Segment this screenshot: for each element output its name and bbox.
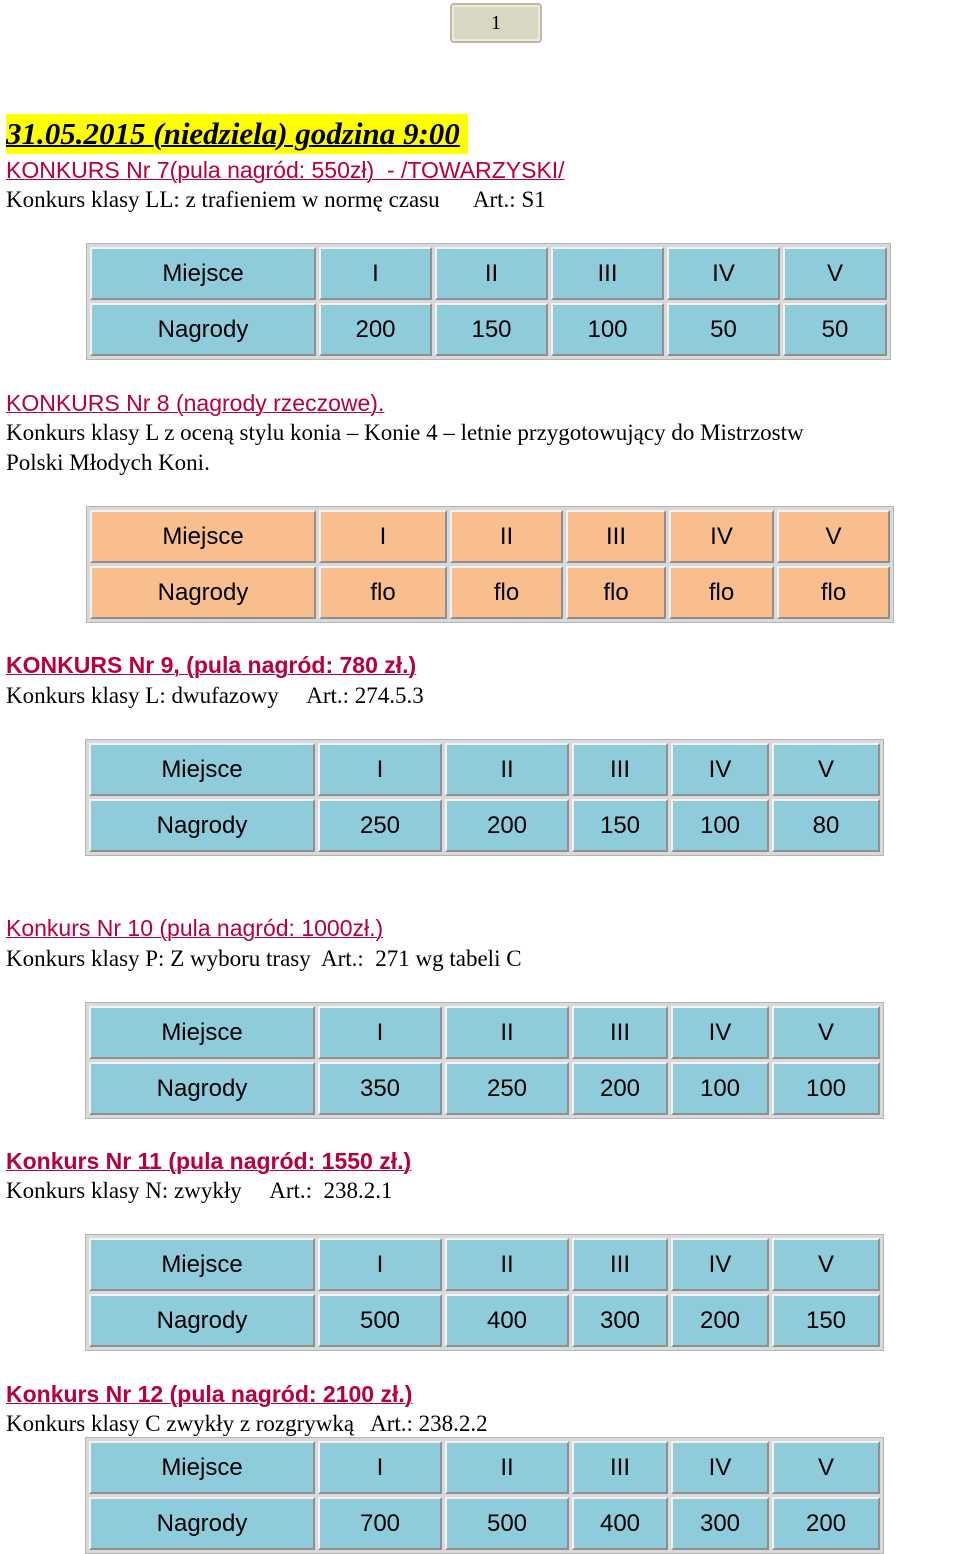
prize-3: flo — [566, 566, 666, 619]
place-3: III — [572, 1441, 668, 1494]
place-5: V — [772, 1006, 880, 1059]
place-2: II — [450, 510, 563, 563]
place-2: II — [445, 743, 569, 796]
place-1: I — [319, 510, 447, 563]
prize-2: 500 — [445, 1497, 569, 1550]
place-4: IV — [671, 743, 769, 796]
place-2: II — [445, 1441, 569, 1494]
place-2: II — [445, 1006, 569, 1059]
prize-2: 200 — [445, 799, 569, 852]
competition-12-title: Konkurs Nr 12 (pula nagród: 2100 zł.) — [6, 1381, 413, 1407]
prize-5: 150 — [772, 1294, 880, 1347]
date-heading: 31.05.2015 (niedziela) godzina 9:00 — [6, 114, 468, 154]
prize-1: 700 — [318, 1497, 442, 1550]
competition-11-prize-table — [85, 1234, 884, 1351]
competition-12-prize-table — [85, 1437, 884, 1554]
places-label: Miejsce — [89, 743, 315, 796]
place-4: IV — [671, 1006, 769, 1059]
place-3: III — [572, 1006, 668, 1059]
competition-10-prize-table — [85, 1002, 884, 1119]
prize-4: 200 — [671, 1294, 769, 1347]
prize-4: 100 — [671, 799, 769, 852]
competition-7-prize-table — [86, 243, 891, 360]
competition-8-title: KONKURS Nr 8 (nagrody rzeczowe). — [6, 390, 385, 416]
competition-9-desc: Konkurs klasy L: dwufazowy Art.: 274.5.3 — [6, 683, 424, 708]
prize-1: 350 — [318, 1062, 442, 1115]
places-label: Miejsce — [89, 1006, 315, 1059]
place-3: III — [572, 743, 668, 796]
place-1: I — [318, 1441, 442, 1494]
competition-8-prize-table — [86, 506, 894, 623]
prize-3: 400 — [572, 1497, 668, 1550]
place-4: IV — [669, 510, 774, 563]
prize-2: flo — [450, 566, 563, 619]
prize-2: 250 — [445, 1062, 569, 1115]
place-3: III — [566, 510, 666, 563]
prize-4: 100 — [671, 1062, 769, 1115]
prize-1: 250 — [318, 799, 442, 852]
place-5: V — [777, 510, 890, 563]
prize-5: 80 — [772, 799, 880, 852]
prize-4: 300 — [671, 1497, 769, 1550]
place-1: I — [318, 1238, 442, 1291]
place-3: III — [551, 247, 664, 300]
prizes-label: Nagrody — [89, 799, 315, 852]
prize-3: 100 — [551, 303, 664, 356]
places-label: Miejsce — [90, 510, 316, 563]
prizes-label: Nagrody — [89, 1497, 315, 1550]
places-label: Miejsce — [89, 1238, 315, 1291]
prize-1: flo — [319, 566, 447, 619]
place-5: V — [772, 1441, 880, 1494]
prize-1: 500 — [318, 1294, 442, 1347]
competition-7-title: KONKURS Nr 7(pula nagród: 550zł) - /TOWARZYSKI/ — [6, 157, 565, 183]
prizes-label: Nagrody — [90, 303, 316, 356]
prize-2: 150 — [435, 303, 548, 356]
prize-5: 50 — [783, 303, 887, 356]
prizes-label: Nagrody — [89, 1294, 315, 1347]
competition-7-desc: Konkurs klasy LL: z trafieniem w normę czasu Art.: S1 — [6, 187, 546, 212]
competition-8-desc-line-2: Polski Młodych Koni. — [6, 450, 210, 475]
prize-5: 200 — [772, 1497, 880, 1550]
competition-10-desc: Konkurs klasy P: Z wyboru trasy Art.: 271 wg tabeli C — [6, 946, 522, 971]
place-2: II — [445, 1238, 569, 1291]
place-5: V — [783, 247, 887, 300]
prize-2: 400 — [445, 1294, 569, 1347]
competition-11-title: Konkurs Nr 11 (pula nagród: 1550 zł.) — [6, 1148, 412, 1174]
place-1: I — [318, 743, 442, 796]
prize-5: flo — [777, 566, 890, 619]
prize-3: 150 — [572, 799, 668, 852]
prize-3: 200 — [572, 1062, 668, 1115]
prize-4: 50 — [667, 303, 780, 356]
place-4: IV — [671, 1441, 769, 1494]
place-4: IV — [671, 1238, 769, 1291]
place-3: III — [572, 1238, 668, 1291]
competition-9-prize-table — [85, 739, 884, 856]
places-label: Miejsce — [90, 247, 316, 300]
prizes-label: Nagrody — [89, 1062, 315, 1115]
prize-4: flo — [669, 566, 774, 619]
prize-1: 200 — [319, 303, 432, 356]
prize-5: 100 — [772, 1062, 880, 1115]
competition-11-desc: Konkurs klasy N: zwykły Art.: 238.2.1 — [6, 1178, 393, 1203]
competition-9-title: KONKURS Nr 9, (pula nagród: 780 zł.) — [6, 652, 417, 678]
prizes-label: Nagrody — [90, 566, 316, 619]
competition-12-desc: Konkurs klasy C zwykły z rozgrywką Art.: 238.2.2 — [6, 1411, 488, 1436]
place-4: IV — [667, 247, 780, 300]
place-5: V — [772, 743, 880, 796]
place-1: I — [319, 247, 432, 300]
places-label: Miejsce — [89, 1441, 315, 1494]
competition-8-desc-line-1: Konkurs klasy L z oceną stylu konia – Konie 4 – letnie przygotowujący do Mistrzostw — [6, 420, 804, 445]
place-5: V — [772, 1238, 880, 1291]
page-number: 1 — [450, 3, 542, 43]
competition-10-title: Konkurs Nr 10 (pula nagród: 1000zł.) — [6, 915, 384, 941]
prize-3: 300 — [572, 1294, 668, 1347]
place-1: I — [318, 1006, 442, 1059]
place-2: II — [435, 247, 548, 300]
